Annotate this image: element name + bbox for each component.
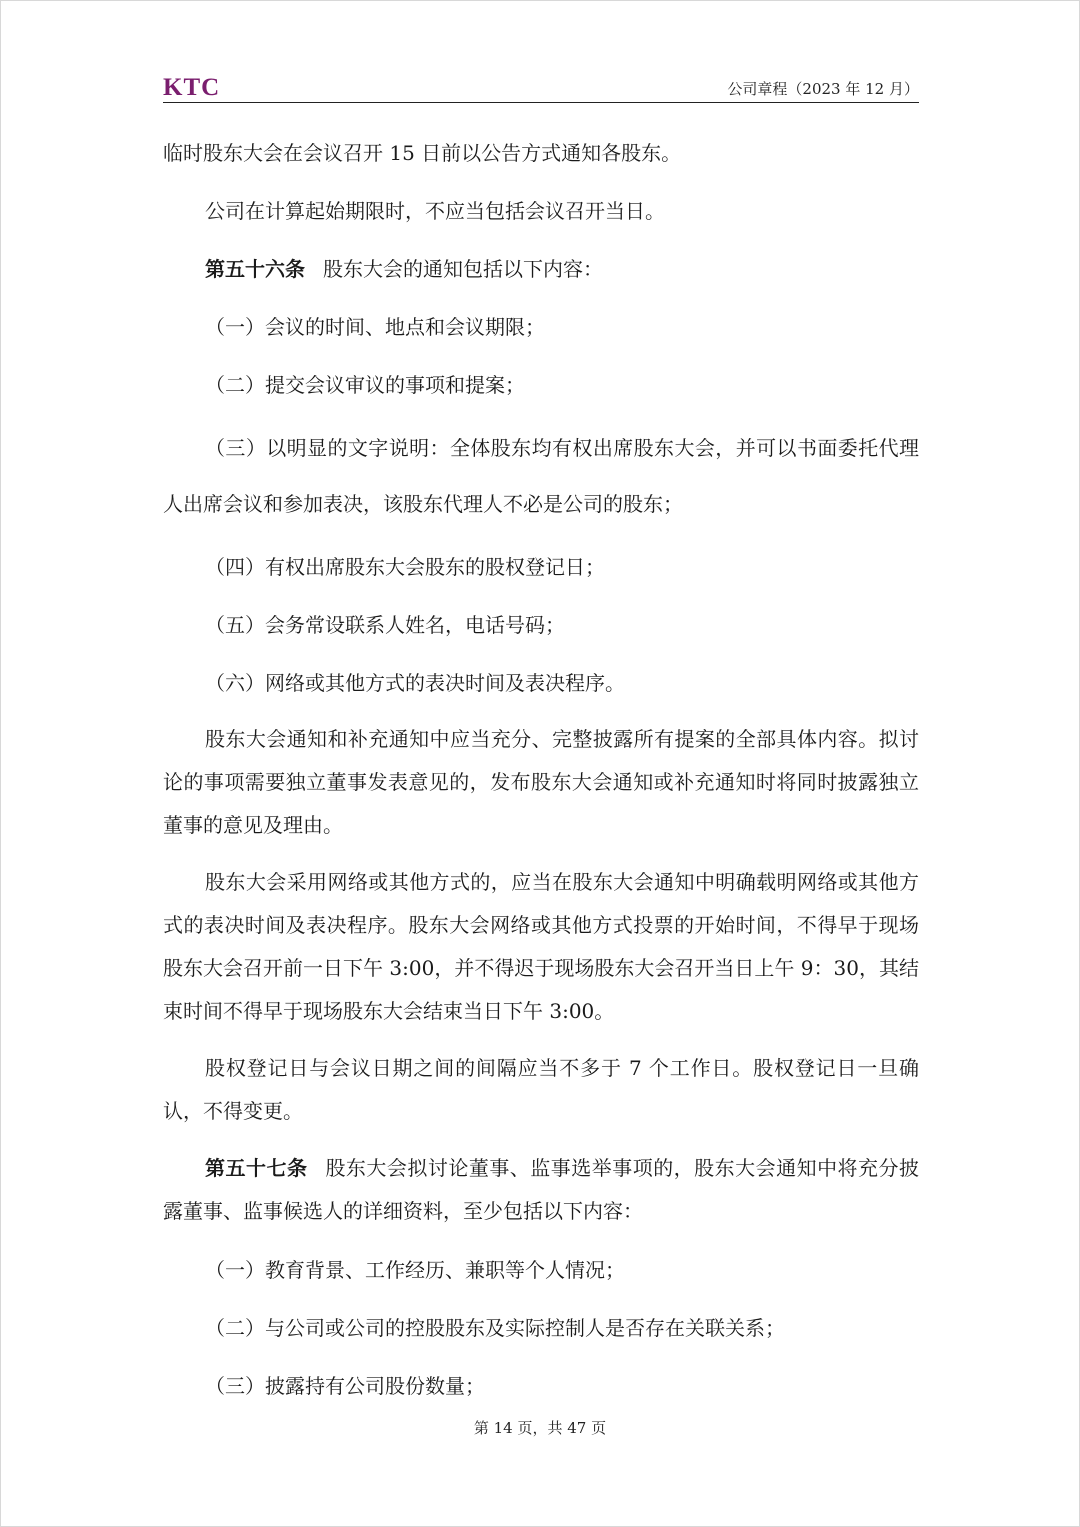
article-56-item-1: （一）会议的时间、地点和会议期限；: [205, 315, 545, 339]
article-56-text: 股东大会的通知包括以下内容：: [323, 257, 603, 281]
paragraph-record-date: 股权登记日与会议日期之间的间隔应当不多于 7 个工作日。股权登记日一旦确认，不得变更。: [163, 1056, 919, 1123]
article-56-item-6: （六）网络或其他方式的表决时间及表决程序。: [205, 671, 625, 695]
article-56-item-4: （四）有权出席股东大会股东的股权登记日；: [205, 555, 605, 579]
page-number: 第 14 页，共 47 页: [473, 1419, 607, 1437]
page-header: [163, 72, 919, 103]
paragraph-notice-disclosure: 股东大会通知和补充通知中应当充分、完整披露所有提案的全部具体内容。拟讨论的事项需要独立董事发表意见的，发布股东大会通知或补充通知时将同时披露独立董事的意见及理由。: [163, 727, 919, 837]
paragraph-period-calc: 公司在计算起始期限时，不应当包括会议召开当日。: [205, 199, 665, 223]
article-56-item-2: （二）提交会议审议的事项和提案；: [205, 373, 525, 397]
document-title: 公司章程（2023 年 12 月）: [727, 80, 919, 98]
article-57-text: 股东大会拟讨论董事、监事选举事项的，股东大会通知中将充分披露董事、监事候选人的详细资料，至少包括以下内容：: [163, 1156, 920, 1223]
article-56-heading: [163, 246, 919, 292]
article-57-item-1: （一）教育背景、工作经历、兼职等个人情况；: [205, 1258, 625, 1282]
article-56-item-5: （五）会务常设联系人姓名，电话号码；: [205, 613, 565, 637]
document-body: [163, 130, 919, 1409]
paragraph-notice-period: 临时股东大会在会议召开 15 日前以公告方式通知各股东。: [163, 141, 682, 165]
article-56-item-3: （三）以明显的文字说明：全体股东均有权出席股东大会，并可以书面委托代理人出席会议和参加表决，该股东代理人不必是公司的股东；: [163, 436, 919, 516]
company-logo: KTC: [163, 74, 221, 101]
article-57-item-3: （三）披露持有公司股份数量；: [205, 1374, 485, 1398]
article-57-number: 第五十七条: [205, 1156, 308, 1180]
article-56-number: 第五十六条: [205, 257, 305, 281]
paragraph-network-voting: 股东大会采用网络或其他方式的，应当在股东大会通知中明确载明网络或其他方式的表决时间及表决程序。股东大会网络或其他方式投票的开始时间，不得早于现场股东大会召开前一日下午 3:00，并不得迟于现场股东大会召开当日上午 9：30，其结束时间不得早于现场股东大会结束当日下午 3:00。: [163, 870, 919, 1023]
article-57-item-2: （二）与公司或公司的控股股东及实际控制人是否存在关联关系；: [205, 1316, 785, 1340]
article-57-heading: [163, 1147, 919, 1233]
